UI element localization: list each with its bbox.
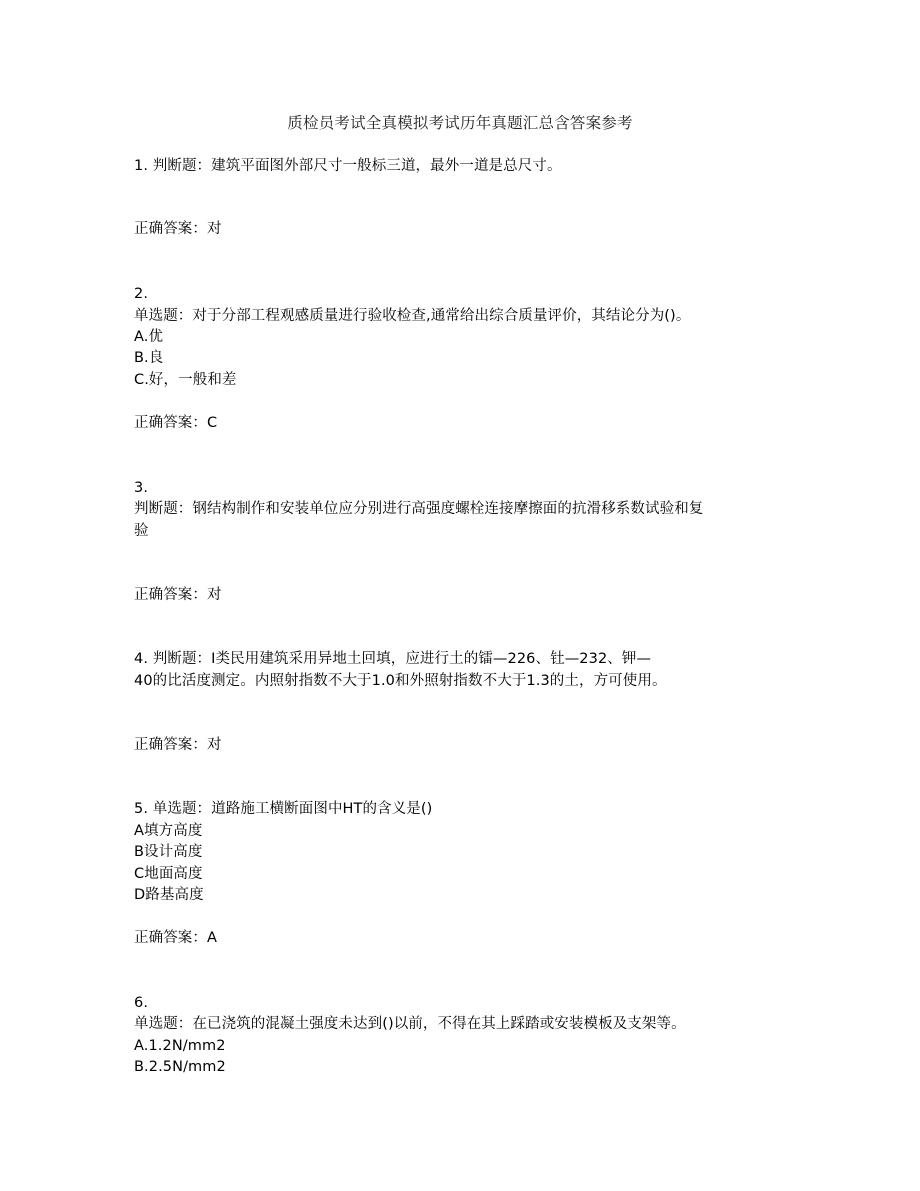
question-5-option-c: C地面高度 xyxy=(134,866,203,882)
question-5-option-a: A填方高度 xyxy=(134,823,203,839)
question-2-option-b: B.良 xyxy=(134,350,164,366)
question-2-option-c: C.好，一般和差 xyxy=(134,372,237,388)
question-6-text: 单选题：在已浇筑的混凝土强度未达到()以前，不得在其上踩踏或安装模板及支架等。 xyxy=(134,1016,686,1032)
question-2-option-a: A.优 xyxy=(134,329,164,345)
question-2-text: 单选题：对于分部工程观感质量进行验收检查,通常给出综合质量评价，其结论分为()。 xyxy=(134,308,691,324)
question-5-text: 5. 单选题：道路施工横断面图中HT的含义是() xyxy=(134,801,433,817)
question-5-option-b: B设计高度 xyxy=(134,844,203,860)
document-title: 质检员考试全真模拟考试历年真题汇总含答案参考 xyxy=(287,114,633,132)
question-1-text: 1. 判断题：建筑平面图外部尺寸一般标三道，最外一道是总尺寸。 xyxy=(134,158,562,174)
question-3-text-cont: 验 xyxy=(134,523,149,539)
question-2-number: 2. xyxy=(134,286,149,302)
question-1-answer: 正确答案：对 xyxy=(134,221,222,237)
question-6-number: 6. xyxy=(134,995,149,1011)
question-6-option-b: B.2.5N/mm2 xyxy=(134,1059,226,1075)
question-5-answer: 正确答案：A xyxy=(134,930,218,946)
question-2-answer: 正确答案：C xyxy=(134,415,218,431)
question-3-number: 3. xyxy=(134,480,149,496)
question-3-text: 判断题：钢结构制作和安装单位应分别进行高强度螺栓连接摩擦面的抗滑移系数试验和复 xyxy=(134,501,704,517)
question-3-answer: 正确答案：对 xyxy=(134,587,222,603)
question-5-option-d: D路基高度 xyxy=(134,887,204,903)
question-4-answer: 正确答案：对 xyxy=(134,737,222,753)
question-4-text: 4. 判断题：I类民用建筑采用异地土回填，应进行土的镭—226、钍—232、钾— xyxy=(134,651,652,667)
question-6-option-a: A.1.2N/mm2 xyxy=(134,1038,226,1054)
question-4-text-cont: 40的比活度测定。内照射指数不大于1.0和外照射指数不大于1.3的土，方可使用。 xyxy=(134,673,667,689)
